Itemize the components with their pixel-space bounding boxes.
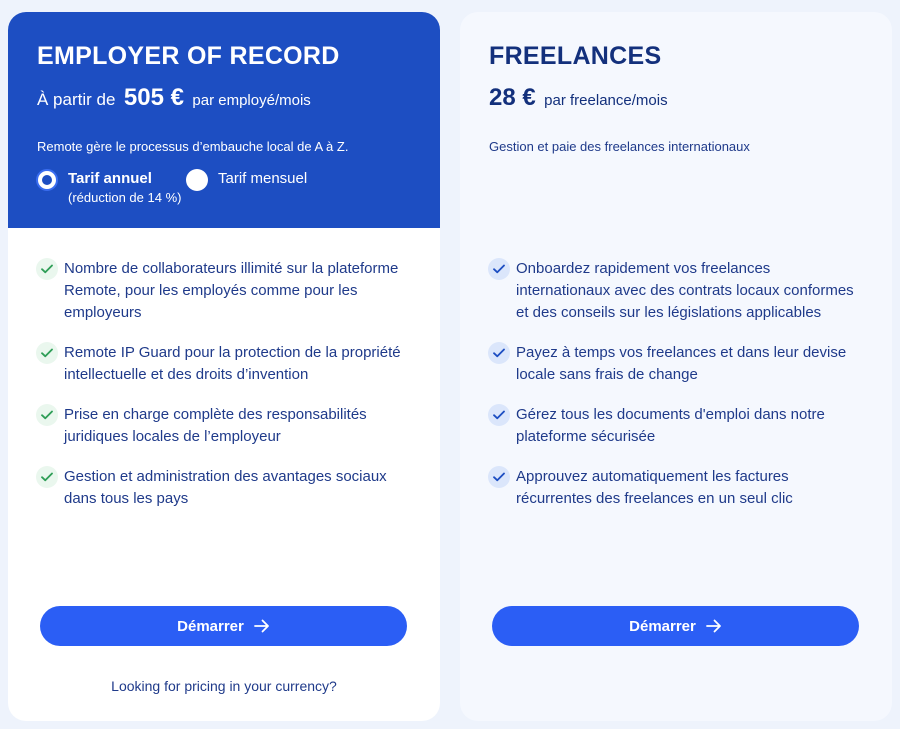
check-icon: [488, 342, 510, 364]
eor-start-button-label: Démarrer: [177, 617, 244, 635]
feature-text: Gestion et administration des avantages sociaux dans tous les pays: [64, 468, 387, 507]
eor-plan-description: Remote gère le processus d’embauche local de A à Z.: [37, 139, 349, 154]
eor-plan-header: [8, 12, 440, 228]
billing-annual-note: (réduction de 14 %): [68, 190, 182, 205]
eor-plan-title: EMPLOYER OF RECORD: [37, 42, 340, 70]
freelances-plan-title: FREELANCES: [489, 42, 662, 70]
freelances-price-suffix: par freelance/mois: [544, 92, 668, 109]
radio-selected-icon[interactable]: [36, 169, 58, 191]
check-icon: [488, 404, 510, 426]
eor-feature-list: [8, 258, 440, 528]
eor-price: [37, 84, 311, 112]
eor-price-prefix: À partir de: [37, 90, 116, 109]
check-icon: [36, 466, 58, 488]
billing-monthly-option[interactable]: [186, 170, 307, 191]
check-icon: [36, 258, 58, 280]
currency-pricing-link[interactable]: Looking for pricing in your currency?: [111, 678, 337, 694]
feature-item: [488, 342, 864, 386]
eor-price-suffix: par employé/mois: [192, 92, 311, 109]
feature-text: Prise en charge complète des responsabilités juridiques locales de l’employeur: [64, 406, 367, 445]
check-icon: [488, 466, 510, 488]
freelances-price-value: 28 €: [489, 84, 536, 111]
freelances-start-button-label: Démarrer: [629, 617, 696, 635]
freelances-plan-card: [460, 12, 892, 721]
feature-item: [36, 342, 412, 386]
feature-item: [488, 466, 864, 510]
arrow-right-icon: [706, 619, 722, 633]
feature-text: Payez à temps vos freelances et dans leur devise locale sans frais de change: [516, 344, 847, 383]
feature-text: Approuvez automatiquement les factures récurrentes des freelances en un seul clic: [516, 468, 793, 507]
check-icon: [36, 342, 58, 364]
feature-item: [36, 258, 412, 324]
feature-item: [36, 404, 412, 448]
eor-plan-card: [8, 12, 440, 721]
check-icon: [488, 258, 510, 280]
feature-item: [488, 258, 864, 324]
freelances-plan-description: Gestion et paie des freelances internationaux: [489, 139, 750, 154]
eor-start-button[interactable]: [40, 606, 407, 646]
freelances-plan-header: [460, 12, 892, 228]
billing-monthly-label: Tarif mensuel: [218, 170, 308, 187]
billing-annual-option[interactable]: [36, 170, 186, 205]
freelances-feature-list: [460, 258, 892, 528]
check-icon: [36, 404, 58, 426]
freelances-start-button[interactable]: [492, 606, 859, 646]
eor-price-value: 505 €: [123, 84, 184, 111]
billing-annual-label: Tarif annuel: [68, 170, 152, 187]
feature-text: Nombre de collaborateurs illimité sur la plateforme Remote, pour les employés comme pour les employeurs: [64, 260, 399, 321]
feature-item: [36, 466, 412, 510]
feature-text: Gérez tous les documents d'emploi dans notre plateforme sécurisée: [516, 406, 825, 445]
freelances-price: [489, 84, 668, 112]
arrow-right-icon: [254, 619, 270, 633]
billing-toggle: [36, 170, 307, 205]
radio-unselected-icon[interactable]: [186, 169, 208, 191]
feature-text: Onboardez rapidement vos freelances internationaux avec des contrats locaux conformes et des conseils sur les législations applicables: [516, 260, 854, 321]
feature-text: Remote IP Guard pour la protection de la propriété intellectuelle et des droits d’invention: [64, 344, 401, 383]
feature-item: [488, 404, 864, 448]
